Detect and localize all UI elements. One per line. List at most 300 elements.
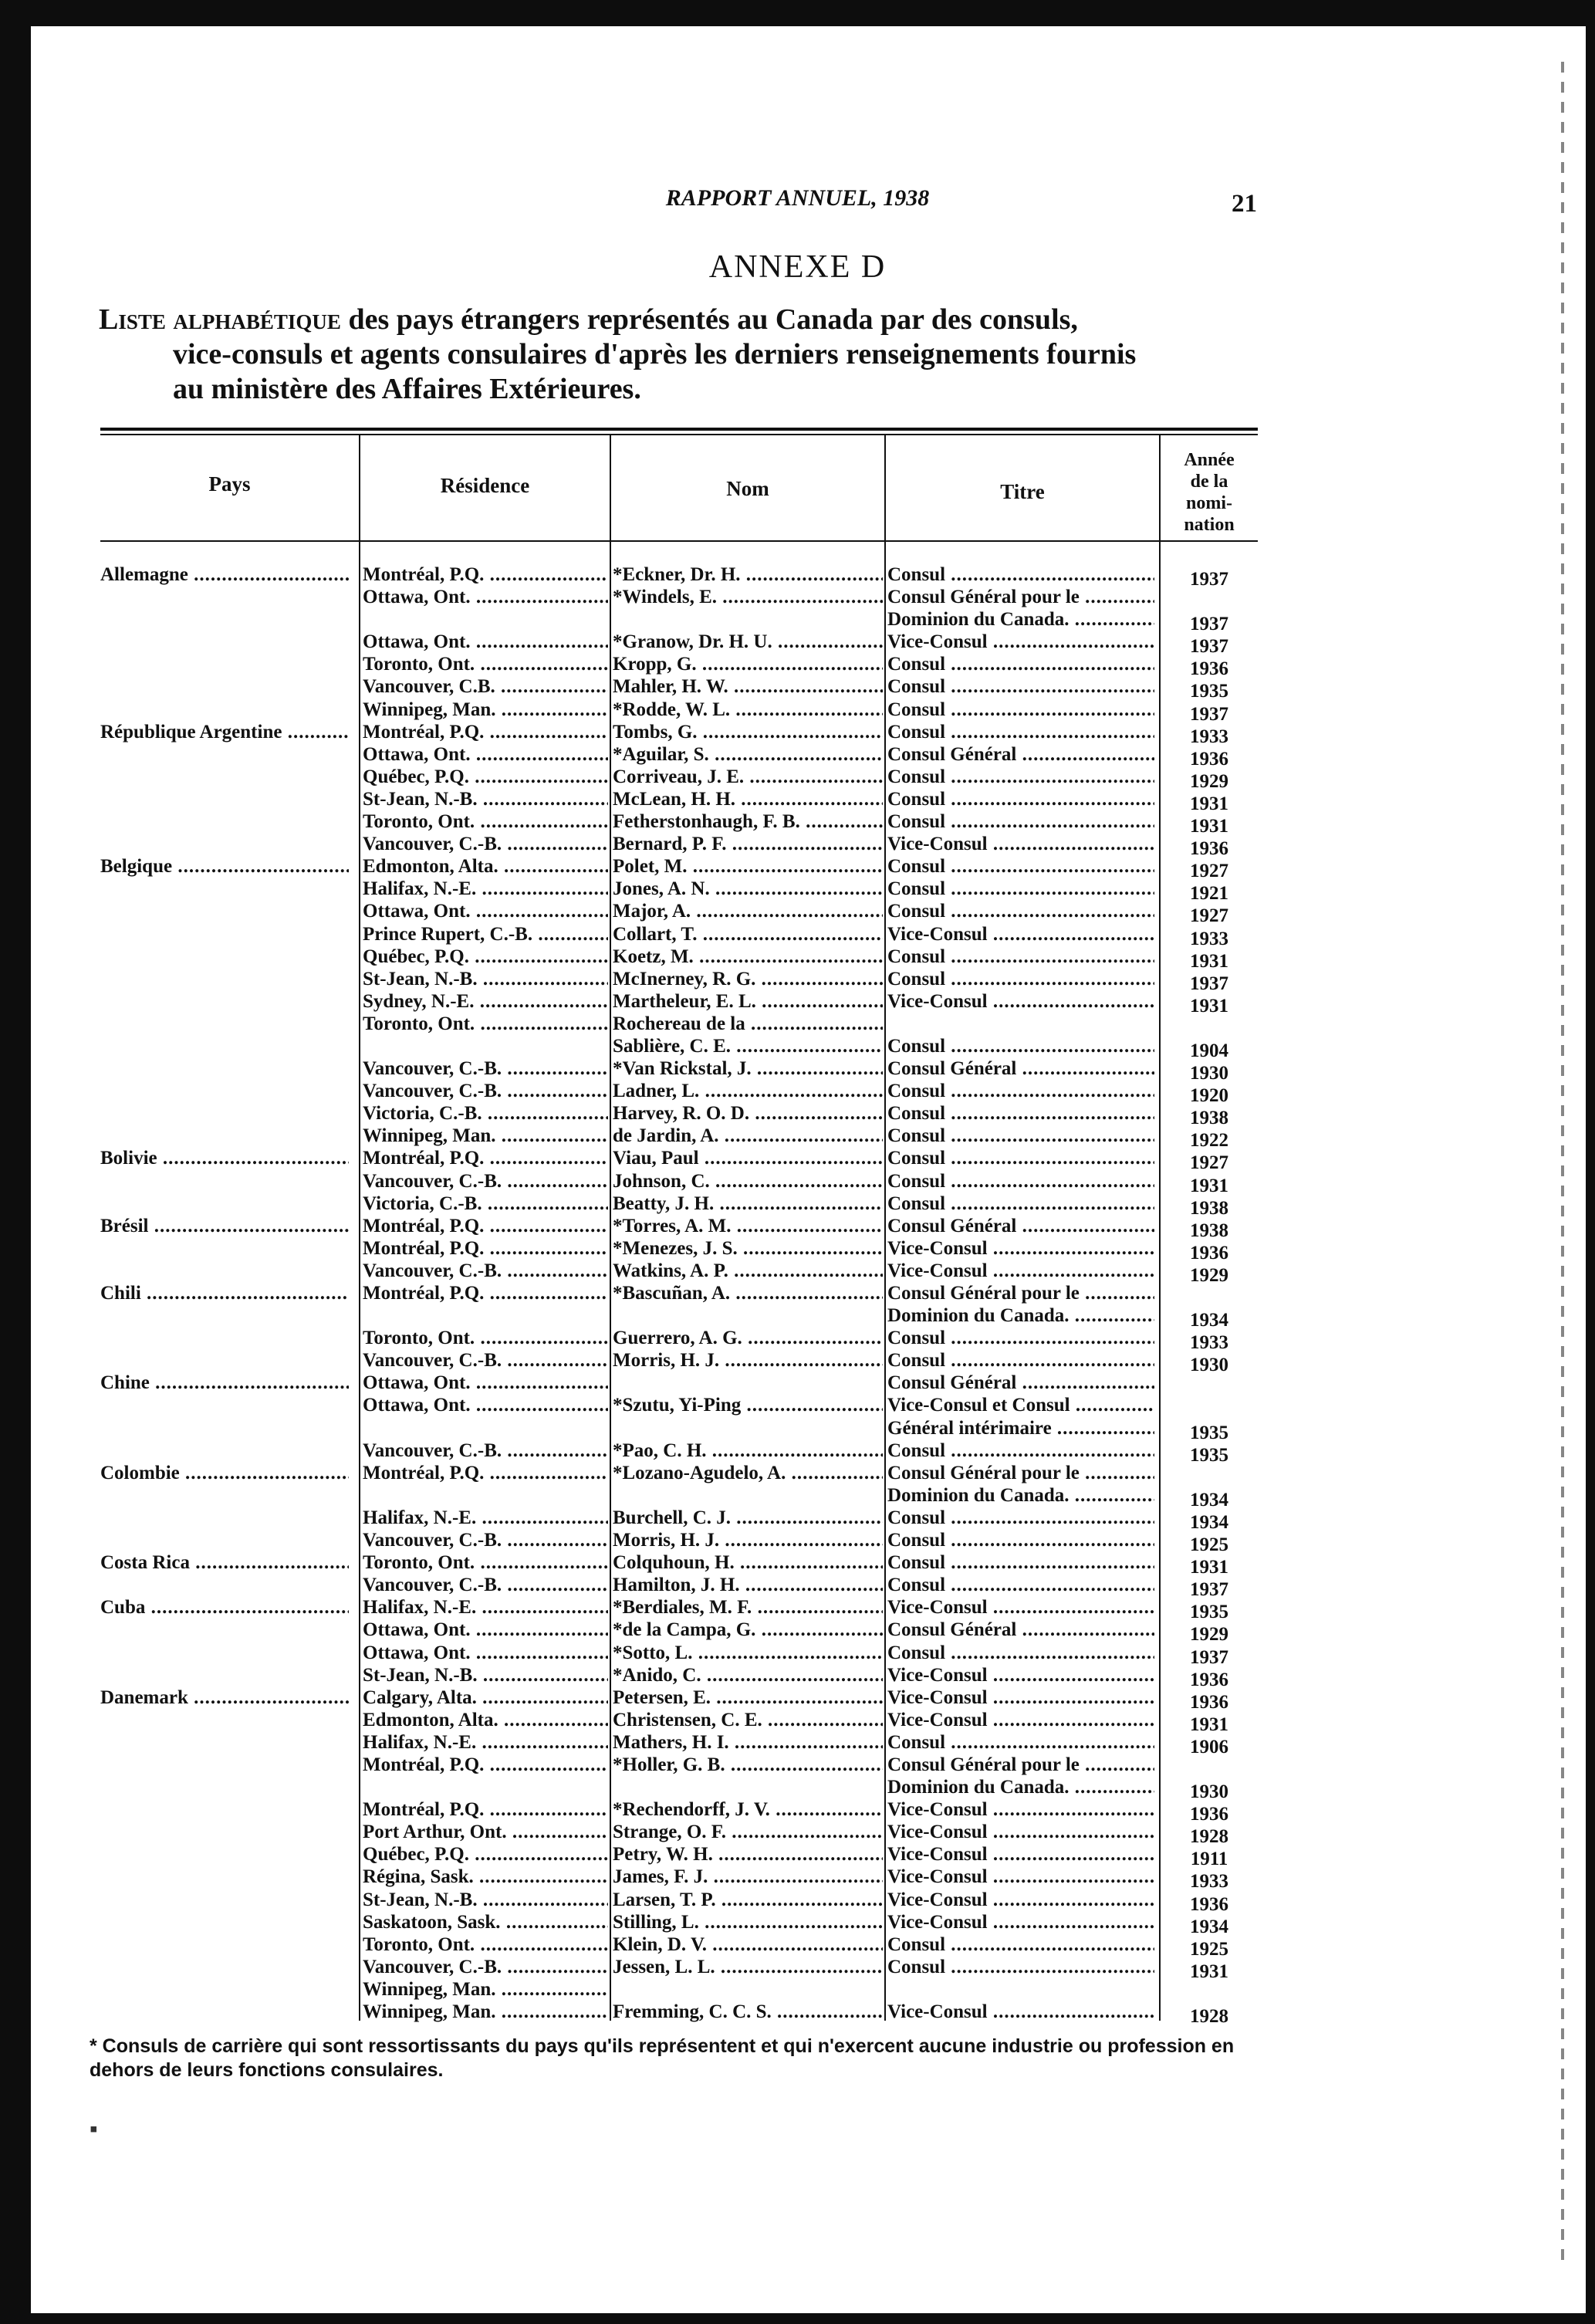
cell-title: Consul .....: [887, 878, 1154, 900]
table-row: [0, 653, 1595, 680]
cell-res: Ottawa, Ont. .....: [363, 631, 608, 653]
cell-name: Jessen, L. L. .....: [613, 1956, 883, 1978]
cell-title: Consul .....: [887, 900, 1154, 922]
cell-country: Belgique .....: [100, 855, 349, 878]
cell-name: Klein, D. V. .....: [613, 1933, 883, 1956]
table-row: [0, 900, 1595, 927]
cell-year: 1936: [1190, 1893, 1228, 1915]
cell-year: 1927: [1190, 905, 1228, 927]
cell-res: St-Jean, N.-B. .....: [363, 1664, 608, 1686]
cell-name: Morris, H. J. .....: [613, 1529, 883, 1551]
cell-res: Vancouver, C.-B. .....: [363, 1956, 608, 1978]
cell-res: Saskatoon, Sask. .....: [363, 1911, 608, 1933]
cell-title: Consul .....: [887, 1147, 1154, 1169]
cell-name: *Rodde, W. L. .....: [613, 699, 883, 721]
cell-title: Consul .....: [887, 675, 1154, 698]
cell-title: Consul Général .....: [887, 743, 1154, 766]
table-row: [0, 810, 1595, 837]
table-row: [0, 1372, 1595, 1394]
cell-res: Ottawa, Ont. .....: [363, 743, 608, 766]
table-row: [0, 1619, 1595, 1646]
cell-country: République Argentine .....: [100, 721, 349, 743]
table-row: [0, 1551, 1595, 1578]
cell-name: Viau, Paul .....: [613, 1147, 883, 1169]
cell-title: Dominion du Canada. .....: [887, 608, 1154, 631]
cell-title: Vice-Consul .....: [887, 1843, 1154, 1866]
cell-name: Christensen, C. E. .....: [613, 1709, 883, 1731]
cell-res: Halifax, N.-E. .....: [363, 1507, 608, 1529]
cell-name: Petry, W. H. .....: [613, 1843, 883, 1866]
cell-year: 1931: [1190, 1557, 1228, 1578]
cell-country: Cuba .....: [100, 1596, 349, 1619]
cell-title: Consul .....: [887, 968, 1154, 990]
cell-year: 1938: [1190, 1197, 1228, 1219]
cell-title: Dominion du Canada. .....: [887, 1776, 1154, 1798]
cell-name: *Menezes, J. S. .....: [613, 1237, 883, 1260]
table-top-rule-2: [100, 434, 1258, 435]
cell-name: Mathers, H. I. .....: [613, 1731, 883, 1754]
table-row: [0, 1080, 1595, 1107]
cell-res: Montréal, P.Q. .....: [363, 1754, 608, 1776]
table-row: [0, 675, 1595, 702]
running-title: RAPPORT ANNUEL, 1938: [665, 185, 930, 211]
table-row: [0, 1776, 1595, 1803]
cell-country: Chili .....: [100, 1282, 349, 1304]
cell-title: Vice-Consul et Consul .....: [887, 1394, 1154, 1416]
cell-country: Chine .....: [100, 1372, 349, 1394]
cell-title: Consul .....: [887, 1956, 1154, 1978]
footnote: * Consuls de carrière qui sont ressortissants du pays qu'ils représentent et qui n'exercent aucune industrie ou profession en dehors de leurs fonctions consulaires.: [90, 2035, 1235, 2081]
cell-year: 1936: [1190, 748, 1228, 770]
consul-table-body: [0, 563, 1595, 2027]
cell-name: James, F. J. .....: [613, 1866, 883, 1888]
cell-name: Ladner, L. .....: [613, 1080, 883, 1102]
cell-res: Victoria, C.-B. .....: [363, 1192, 608, 1215]
cell-name: Harvey, R. O. D. .....: [613, 1102, 883, 1125]
cell-title: Vice-Consul .....: [887, 1260, 1154, 1282]
cell-year: 1925: [1190, 1534, 1228, 1556]
cell-res: St-Jean, N.-B. .....: [363, 788, 608, 810]
cell-title: Consul .....: [887, 1327, 1154, 1349]
cell-res: Halifax, N.-E. .....: [363, 1731, 608, 1754]
cell-title: Vice-Consul .....: [887, 1664, 1154, 1686]
table-row: [0, 1147, 1595, 1174]
table-row: [0, 1349, 1595, 1376]
cell-res: Vancouver, C.-B. .....: [363, 1057, 608, 1080]
cell-title: Consul .....: [887, 1642, 1154, 1664]
cell-res: Vancouver, C.-B. .....: [363, 1260, 608, 1282]
table-row: [0, 2001, 1595, 2027]
cell-name: *de la Campa, G. .....: [613, 1619, 883, 1641]
cell-res: Port Arthur, Ont. .....: [363, 1821, 608, 1843]
cell-title: Consul Général pour le .....: [887, 1282, 1154, 1304]
cell-year: 1929: [1190, 1264, 1228, 1286]
cell-title: Consul .....: [887, 1102, 1154, 1125]
cell-res: Ottawa, Ont. .....: [363, 1394, 608, 1416]
cell-year: 1936: [1190, 838, 1228, 860]
cell-title: Dominion du Canada. .....: [887, 1304, 1154, 1327]
cell-res: Toronto, Ont. .....: [363, 653, 608, 675]
table-row: [0, 1866, 1595, 1893]
cell-year: 1933: [1190, 1871, 1228, 1893]
cell-year: 1934: [1190, 1916, 1228, 1937]
cell-name: Hamilton, J. H. .....: [613, 1574, 883, 1596]
cell-name: *Pao, C. H. .....: [613, 1439, 883, 1462]
cell-title: Consul Général pour le .....: [887, 586, 1154, 608]
cell-title: Vice-Consul .....: [887, 923, 1154, 945]
cell-name: Martheleur, E. L. .....: [613, 990, 883, 1013]
cell-res: Ottawa, Ont. .....: [363, 900, 608, 922]
cell-name: Fetherstonhaugh, F. B. .....: [613, 810, 883, 833]
cell-year: 1938: [1190, 1108, 1228, 1129]
cell-year: 1935: [1190, 1422, 1228, 1443]
cell-year: 1936: [1190, 1804, 1228, 1825]
cell-year: 1904: [1190, 1040, 1228, 1061]
cell-res: Ottawa, Ont. .....: [363, 1372, 608, 1394]
cell-name: Burchell, C. J. .....: [613, 1507, 883, 1529]
cell-res: Québec, P.Q. .....: [363, 766, 608, 788]
cell-year: 1920: [1190, 1085, 1228, 1107]
annex-title: ANNEXE D: [708, 249, 887, 285]
cell-res: Halifax, N.-E. .....: [363, 1596, 608, 1619]
cell-name: Mahler, H. W. .....: [613, 675, 883, 698]
cell-name: Stilling, L. .....: [613, 1911, 883, 1933]
cell-name: *Torres, A. M. .....: [613, 1215, 883, 1237]
cell-res: Montréal, P.Q. .....: [363, 1147, 608, 1169]
cell-name: Petersen, E. .....: [613, 1686, 883, 1709]
cell-res: Québec, P.Q. .....: [363, 945, 608, 968]
cell-title: Consul .....: [887, 721, 1154, 743]
column-header-pays: Pays: [208, 472, 251, 496]
cell-year: 1930: [1190, 1063, 1228, 1084]
cell-res: Ottawa, Ont. .....: [363, 1642, 608, 1664]
table-row: [0, 1237, 1595, 1263]
table-row: [0, 1417, 1595, 1443]
cell-name: Johnson, C. .....: [613, 1170, 883, 1192]
cell-res: Ottawa, Ont. .....: [363, 586, 608, 608]
cell-name: *Rechendorff, J. V. .....: [613, 1798, 883, 1821]
table-row: [0, 631, 1595, 658]
cell-name: *Aguilar, S. .....: [613, 743, 883, 766]
cell-res: Sydney, N.-E. .....: [363, 990, 608, 1013]
cell-name: Watkins, A. P. .....: [613, 1260, 883, 1282]
cell-title: Vice-Consul .....: [887, 631, 1154, 653]
cell-title: Consul .....: [887, 1035, 1154, 1057]
cell-res: Vancouver, C.-B. .....: [363, 1439, 608, 1462]
table-row: [0, 1933, 1595, 1960]
cell-res: Régina, Sask. .....: [363, 1866, 608, 1888]
table-row: [0, 968, 1595, 994]
table-header-rule: [100, 540, 1258, 542]
cell-name: Sablière, C. E. .....: [613, 1035, 883, 1057]
cell-res: Montréal, P.Q. .....: [363, 1282, 608, 1304]
cell-year: 1936: [1190, 658, 1228, 680]
cell-year: 1935: [1190, 681, 1228, 702]
cell-name: Bernard, P. F. .....: [613, 833, 883, 855]
table-row: [0, 563, 1595, 590]
cell-name: *Anido, C. .....: [613, 1664, 883, 1686]
cell-name: *Bascuñan, A. .....: [613, 1282, 883, 1304]
cell-name: *Eckner, Dr. H. .....: [613, 563, 883, 586]
cell-name: Major, A. .....: [613, 900, 883, 922]
cell-title: Consul .....: [887, 1551, 1154, 1574]
table-row: [0, 1529, 1595, 1556]
cell-country: Allemagne .....: [100, 563, 349, 586]
table-row: [0, 833, 1595, 860]
cell-res: Montréal, P.Q. .....: [363, 721, 608, 743]
table-row: [0, 1304, 1595, 1331]
cell-name: Tombs, G. .....: [613, 721, 883, 743]
cell-name: McInerney, R. G. .....: [613, 968, 883, 990]
cell-name: Larsen, T. P. .....: [613, 1889, 883, 1911]
cell-name: Kropp, G. .....: [613, 653, 883, 675]
table-row: [0, 721, 1595, 747]
cell-title: Consul .....: [887, 1529, 1154, 1551]
table-row: [0, 1574, 1595, 1601]
table-row: [0, 1956, 1595, 1982]
page-number: 21: [1232, 190, 1257, 218]
cell-year: 1931: [1190, 995, 1228, 1017]
table-row: [0, 1102, 1595, 1129]
cell-name: Collart, T. .....: [613, 923, 883, 945]
table-row: [0, 1911, 1595, 1937]
cell-country: Brésil .....: [100, 1215, 349, 1237]
cell-title: Consul .....: [887, 1731, 1154, 1754]
cell-year: 1931: [1190, 1713, 1228, 1735]
cell-res: Edmonton, Alta. .....: [363, 855, 608, 878]
intro-lead: Liste alphabétique: [99, 303, 341, 336]
column-header-annee-line-1: Année: [1184, 450, 1235, 470]
table-row: [0, 1754, 1595, 1776]
cell-title: Vice-Consul .....: [887, 2001, 1154, 2023]
cell-res: Montréal, P.Q. .....: [363, 1798, 608, 1821]
table-row: [0, 1484, 1595, 1510]
cell-title: Consul .....: [887, 766, 1154, 788]
cell-res: Edmonton, Alta. .....: [363, 1709, 608, 1731]
cell-year: 1937: [1190, 703, 1228, 725]
cell-res: Winnipeg, Man. .....: [363, 1125, 608, 1147]
cell-title: Consul .....: [887, 945, 1154, 968]
table-top-rule: [100, 428, 1258, 431]
cell-name: McLean, H. H. .....: [613, 788, 883, 810]
table-row: [0, 1439, 1595, 1466]
table-row: [0, 1642, 1595, 1668]
cell-res: Toronto, Ont. .....: [363, 1551, 608, 1574]
table-row: [0, 788, 1595, 814]
column-header-annee-line-3: nomi-: [1186, 493, 1232, 513]
cell-year: 1928: [1190, 2006, 1228, 2027]
cell-year: 1933: [1190, 1332, 1228, 1354]
intro-line-1-rest: des pays étrangers représentés au Canada par des consuls,: [340, 303, 1078, 336]
table-row: [0, 923, 1595, 949]
table-row: [0, 1843, 1595, 1870]
column-header-annee-line-2: de la: [1190, 472, 1228, 492]
table-row: [0, 586, 1595, 608]
cell-year: 1931: [1190, 816, 1228, 837]
cell-res: Vancouver, C.-B. .....: [363, 1170, 608, 1192]
cell-res: Vancouver, C.B. .....: [363, 675, 608, 698]
cell-name: Jones, A. N. .....: [613, 878, 883, 900]
cell-year: 1911: [1190, 1849, 1228, 1870]
cell-title: Consul .....: [887, 1170, 1154, 1192]
table-row: [0, 608, 1595, 635]
cell-res: Winnipeg, Man. .....: [363, 1978, 608, 2001]
cell-name: Beatty, J. H. .....: [613, 1192, 883, 1215]
table-row: [0, 743, 1595, 770]
cell-res: Toronto, Ont. .....: [363, 810, 608, 833]
cell-year: 1938: [1190, 1220, 1228, 1241]
cell-title: Consul Général .....: [887, 1215, 1154, 1237]
cell-year: 1933: [1190, 928, 1228, 949]
cell-title: Consul .....: [887, 653, 1154, 675]
cell-title: Vice-Consul .....: [887, 1798, 1154, 1821]
cell-title: Consul Général pour le .....: [887, 1462, 1154, 1484]
table-row: [0, 1013, 1595, 1035]
cell-res: Ottawa, Ont. .....: [363, 1619, 608, 1641]
cell-title: Consul .....: [887, 1125, 1154, 1147]
cell-name: Strange, O. F. .....: [613, 1821, 883, 1843]
cell-res: Calgary, Alta. .....: [363, 1686, 608, 1709]
cell-country: Costa Rica .....: [100, 1551, 349, 1574]
table-row: [0, 1192, 1595, 1219]
table-row: [0, 1462, 1595, 1484]
table-row: [0, 878, 1595, 905]
cell-title: Consul .....: [887, 1507, 1154, 1529]
margin-mark: ▪: [90, 2116, 98, 2142]
table-row: [0, 1596, 1595, 1623]
cell-res: Québec, P.Q. .....: [363, 1843, 608, 1866]
cell-year: 1925: [1190, 1938, 1228, 1960]
table-row: [0, 1057, 1595, 1084]
cell-res: Halifax, N.-E. .....: [363, 878, 608, 900]
cell-res: Montréal, P.Q. .....: [363, 563, 608, 586]
cell-year: 1927: [1190, 1152, 1228, 1174]
table-row: [0, 1507, 1595, 1533]
cell-name: *Szutu, Yi-Ping .....: [613, 1394, 883, 1416]
cell-name: Koetz, M. .....: [613, 945, 883, 968]
cell-title: Général intérimaire .....: [887, 1417, 1154, 1439]
cell-name: *Windels, E. .....: [613, 586, 883, 608]
cell-year: 1937: [1190, 1646, 1228, 1668]
cell-country: Danemark .....: [100, 1686, 349, 1709]
cell-res: Toronto, Ont. .....: [363, 1013, 608, 1035]
table-row: [0, 766, 1595, 792]
cell-title: Vice-Consul .....: [887, 990, 1154, 1013]
cell-title: Consul Général .....: [887, 1372, 1154, 1394]
intro-line-3: au ministère des Affaires Extérieures.: [173, 373, 641, 405]
cell-year: 1937: [1190, 1579, 1228, 1601]
table-row: [0, 1035, 1595, 1061]
cell-year: 1935: [1190, 1444, 1228, 1466]
table-row: [0, 1215, 1595, 1241]
cell-name: Rochereau de la .....: [613, 1013, 883, 1035]
cell-title: Vice-Consul .....: [887, 1911, 1154, 1933]
cell-title: Consul .....: [887, 1933, 1154, 1956]
cell-year: 1931: [1190, 950, 1228, 972]
cell-year: 1934: [1190, 1489, 1228, 1510]
cell-year: 1906: [1190, 1736, 1228, 1757]
cell-country: Colombie .....: [100, 1462, 349, 1484]
table-row: [0, 1978, 1595, 2001]
cell-res: Toronto, Ont. .....: [363, 1327, 608, 1349]
cell-title: Consul .....: [887, 788, 1154, 810]
cell-year: 1936: [1190, 1669, 1228, 1690]
cell-year: 1921: [1190, 883, 1228, 905]
cell-title: Consul .....: [887, 1349, 1154, 1372]
cell-res: Montréal, P.Q. .....: [363, 1237, 608, 1260]
cell-year: 1933: [1190, 726, 1228, 747]
table-row: [0, 945, 1595, 972]
cell-year: 1937: [1190, 636, 1228, 658]
cell-title: Consul .....: [887, 563, 1154, 586]
table-row: [0, 1889, 1595, 1915]
cell-res: Montréal, P.Q. .....: [363, 1215, 608, 1237]
table-row: [0, 1394, 1595, 1416]
cell-res: St-Jean, N.-B. .....: [363, 968, 608, 990]
cell-year: 1931: [1190, 1960, 1228, 1982]
table-row: [0, 699, 1595, 725]
table-row: [0, 1327, 1595, 1354]
cell-res: Winnipeg, Man. .....: [363, 2001, 608, 2023]
cell-res: Vancouver, C.-B. .....: [363, 1574, 608, 1596]
column-header-annee: [1161, 449, 1258, 536]
table-row: [0, 1260, 1595, 1286]
cell-year: 1937: [1190, 569, 1228, 590]
cell-name: de Jardin, A. .....: [613, 1125, 883, 1147]
cell-title: Consul Général .....: [887, 1057, 1154, 1080]
cell-name: *Berdiales, M. F. .....: [613, 1596, 883, 1619]
cell-res: Montréal, P.Q. .....: [363, 1462, 608, 1484]
cell-title: Vice-Consul .....: [887, 1686, 1154, 1709]
cell-name: Morris, H. J. .....: [613, 1349, 883, 1372]
cell-year: 1934: [1190, 1511, 1228, 1533]
cell-title: Consul .....: [887, 1574, 1154, 1596]
cell-title: Consul .....: [887, 1080, 1154, 1102]
cell-name: Colquhoun, H. .....: [613, 1551, 883, 1574]
column-header-titre: Titre: [1000, 480, 1045, 503]
cell-title: Vice-Consul .....: [887, 1596, 1154, 1619]
cell-name: *Lozano-Agudelo, A. .....: [613, 1462, 883, 1484]
cell-year: 1929: [1190, 770, 1228, 792]
cell-res: Vancouver, C.-B. .....: [363, 1349, 608, 1372]
cell-name: *Granow, Dr. H. U. .....: [613, 631, 883, 653]
table-row: [0, 1798, 1595, 1825]
cell-year: 1936: [1190, 1242, 1228, 1263]
cell-title: Consul .....: [887, 810, 1154, 833]
cell-title: Vice-Consul .....: [887, 1709, 1154, 1731]
cell-res: Vancouver, C.-B. .....: [363, 1080, 608, 1102]
cell-res: St-Jean, N.-B. .....: [363, 1889, 608, 1911]
table-row: [0, 1821, 1595, 1848]
cell-year: 1927: [1190, 861, 1228, 882]
table-row: [0, 1170, 1595, 1196]
table-row: [0, 990, 1595, 1017]
cell-title: Consul .....: [887, 855, 1154, 878]
cell-year: 1935: [1190, 1602, 1228, 1623]
cell-year: 1937: [1190, 973, 1228, 994]
cell-name: Polet, M. .....: [613, 855, 883, 878]
cell-title: Vice-Consul .....: [887, 1821, 1154, 1843]
table-row: [0, 855, 1595, 882]
table-row: [0, 1686, 1595, 1713]
cell-year: 1936: [1190, 1691, 1228, 1713]
column-header-residence: Résidence: [440, 474, 530, 497]
cell-title: Consul .....: [887, 1192, 1154, 1215]
column-header-nom: Nom: [726, 477, 769, 500]
cell-year: 1931: [1190, 793, 1228, 814]
table-row: [0, 1664, 1595, 1690]
cell-year: 1934: [1190, 1310, 1228, 1331]
